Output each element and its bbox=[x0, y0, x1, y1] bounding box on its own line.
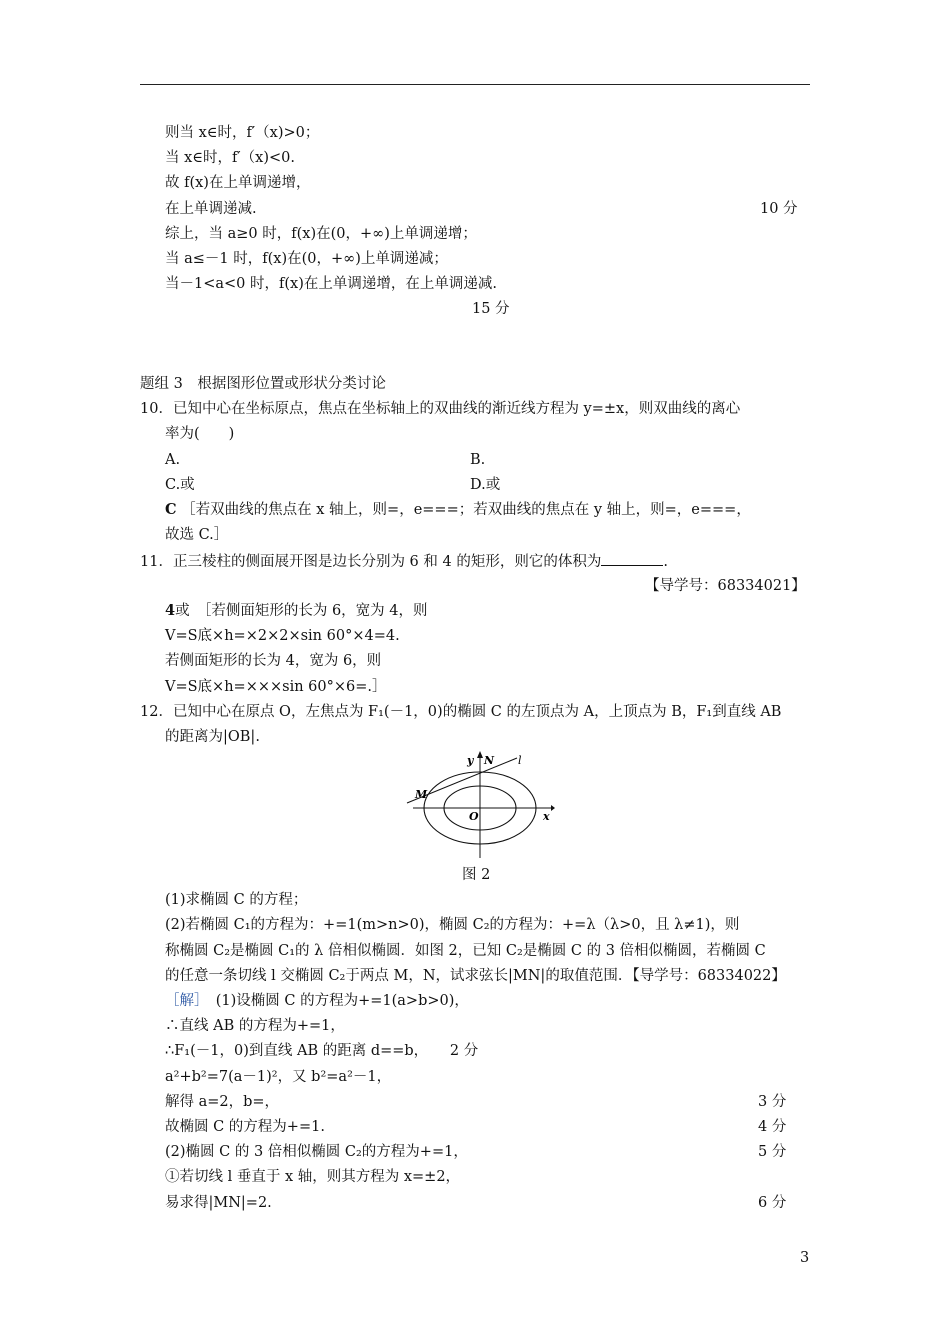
text-line: 在上单调递减. bbox=[165, 201, 257, 217]
score-label: 5 分 bbox=[758, 1144, 787, 1160]
solution-line: ∴直线 AB 的方程为+=1， bbox=[165, 1018, 345, 1034]
solution-line: ①若切线 l 垂直于 x 轴，则其方程为 x=±2， bbox=[165, 1169, 461, 1185]
fig-label-m: M bbox=[415, 788, 428, 801]
answer-line: 故选 C.］ bbox=[165, 527, 229, 543]
option-b: B. bbox=[470, 452, 486, 468]
score-label: 10 分 bbox=[760, 201, 798, 217]
solution-tag: ［解］ bbox=[165, 993, 202, 1009]
answer-explanation: ［若双曲线的焦点在 x 轴上，则=，e===；若双曲线的焦点在 y 轴上，则=，e===， bbox=[181, 502, 751, 518]
x-axis-arrow bbox=[551, 805, 555, 811]
answer-letter: C bbox=[165, 501, 177, 518]
text-line: 则当 x∈时，f′（x)>0； bbox=[165, 125, 320, 141]
question-text bbox=[140, 551, 668, 572]
text-line: 综上，当 a≥0 时，f(x)在(0，+∞)上单调递增； bbox=[165, 226, 477, 242]
section-title: 题组 3 根据图形位置或形状分类讨论 bbox=[140, 376, 386, 392]
question-text: 的距离为|OB|. bbox=[165, 729, 260, 745]
question-body: 11．正三棱柱的侧面展开图是边长分别为 6 和 4 的矩形，则它的体积为 bbox=[140, 554, 602, 570]
page-number: 3 bbox=[800, 1250, 810, 1266]
question-part: 的任意一条切线 l 交椭圆 C₂于两点 M，N，试求弦长|MN|的取值范围．【导学号：68334022】 bbox=[165, 968, 786, 984]
fig-label-o: O bbox=[469, 810, 479, 823]
figure-caption: 图 2 bbox=[462, 867, 491, 883]
question-part: (1)求椭圆 C 的方程； bbox=[165, 892, 308, 908]
solution-line: 易求得|MN|=2. bbox=[165, 1195, 272, 1211]
question-text: 率为( ) bbox=[165, 426, 235, 442]
text-line: 当 a≤－1 时，f(x)在(0，+∞)上单调递减； bbox=[165, 251, 448, 267]
answer-line: V=S底×h=×××sin 60°×6=.］ bbox=[165, 679, 387, 695]
solution-line: ∴F₁(－1，0)到直线 AB 的距离 d==b， 2 分 bbox=[165, 1043, 479, 1059]
answer-line: 若侧面矩形的长为 4，宽为 6，则 bbox=[165, 653, 382, 669]
solution-line: (2)椭圆 C 的 3 倍相似椭圆 C₂的方程为+=1， bbox=[165, 1144, 468, 1160]
question-text: 12．已知中心在原点 O，左焦点为 F₁(－1，0)的椭圆 C 的左顶点为 A，上顶点为 B，F₁到直线 AB bbox=[140, 704, 782, 720]
solution-line bbox=[165, 991, 469, 1011]
answer-blank bbox=[601, 551, 663, 566]
score-label: 3 分 bbox=[758, 1094, 787, 1110]
answer-line bbox=[165, 500, 751, 520]
reference-number: 【导学号：68334021】 bbox=[645, 578, 806, 594]
option-a: A. bbox=[165, 452, 181, 468]
text-line: 当 x∈时，f′（x)<0. bbox=[165, 150, 295, 166]
fig-label-y: y bbox=[467, 754, 474, 767]
question-period: . bbox=[663, 554, 668, 570]
question-part: (2)若椭圆 C₁的方程为：+=1(m>n>0)，椭圆 C₂的方程为：+=λ（λ>0，且 λ≠1)，则 bbox=[165, 917, 740, 933]
text-line: 故 f(x)在上单调递增， bbox=[165, 175, 311, 191]
score-label: 6 分 bbox=[758, 1195, 787, 1211]
solution-line: 解得 a=2，b=， bbox=[165, 1094, 280, 1110]
score-label: 4 分 bbox=[758, 1119, 787, 1135]
fig-label-x: x bbox=[543, 810, 550, 823]
solution-text: (1)设椭圆 C 的方程为+=1(a>b>0)， bbox=[201, 993, 469, 1009]
ellipse-figure bbox=[405, 750, 555, 860]
fig-label-n: N bbox=[484, 754, 495, 767]
question-text: 10．已知中心在坐标原点，焦点在坐标轴上的双曲线的渐近线方程为 y=±x，则双曲线的离心 bbox=[140, 401, 741, 417]
text-line: 当－1<a<0 时，f(x)在上单调递增，在上单调递减. bbox=[165, 276, 497, 292]
answer-line bbox=[165, 601, 428, 621]
score-label: 15 分 bbox=[472, 301, 510, 317]
option-c: C.或 bbox=[165, 477, 195, 493]
y-axis-arrow bbox=[477, 751, 483, 758]
answer-explanation: 或 ［若侧面矩形的长为 6，宽为 4，则 bbox=[175, 603, 428, 619]
option-d: D.或 bbox=[470, 477, 501, 493]
solution-line: 故椭圆 C 的方程为+=1. bbox=[165, 1119, 325, 1135]
question-part: 称椭圆 C₂是椭圆 C₁的 λ 倍相似椭圆．如图 2，已知 C₂是椭圆 C 的 3 倍相似椭圆，若椭圆 C bbox=[165, 943, 766, 959]
fig-label-l: l bbox=[518, 754, 522, 767]
answer-value: 4 bbox=[165, 602, 176, 619]
solution-line: a²+b²=7(a－1)²，又 b²=a²－1， bbox=[165, 1069, 392, 1085]
answer-line: V=S底×h=×2×2×sin 60°×4=4. bbox=[165, 628, 400, 644]
header-rule bbox=[140, 84, 810, 85]
